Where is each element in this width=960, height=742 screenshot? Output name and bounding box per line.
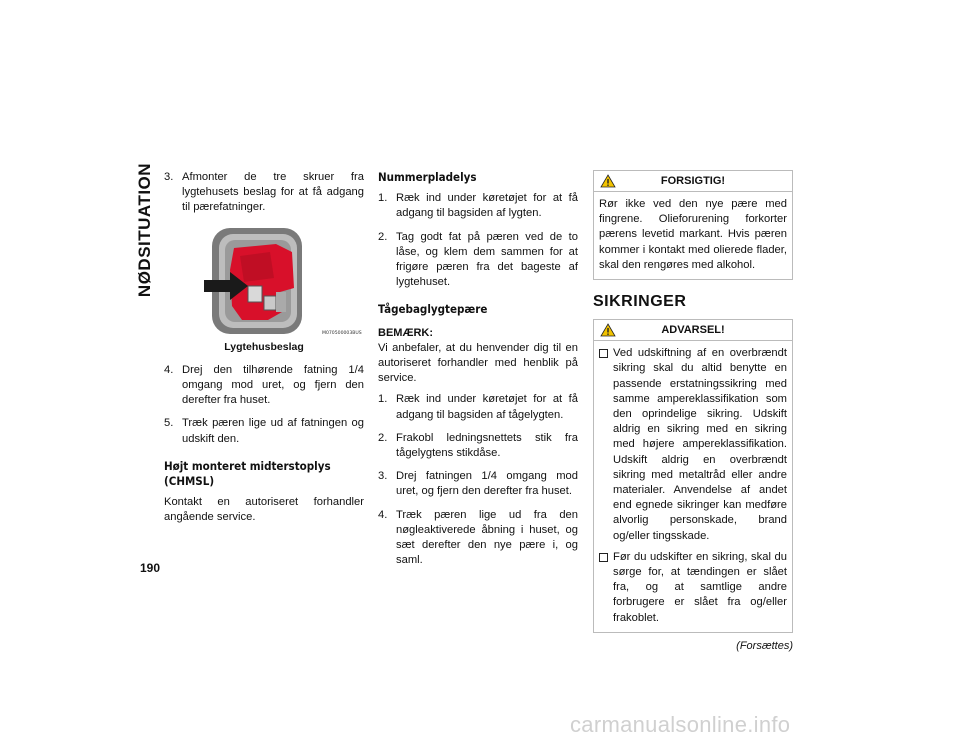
lamp-housing-image xyxy=(164,226,364,338)
warning-box xyxy=(593,319,793,633)
plate-step-2 xyxy=(378,230,578,291)
caution-box xyxy=(593,170,793,280)
bullet-square-icon xyxy=(599,349,608,358)
fog-step-3 xyxy=(378,469,578,499)
fog-step-4 xyxy=(378,508,578,569)
section-sidebar xyxy=(132,162,158,298)
plate-step-1 xyxy=(378,191,578,221)
step-number: 3. xyxy=(164,171,174,183)
step-text: Ræk ind under køretøjet for at få adgang til bagsiden af lygten. xyxy=(396,192,578,220)
warning-title: ADVARSEL! xyxy=(661,324,725,337)
step-number: 1. xyxy=(378,393,388,406)
figure-code: M070500003BUS xyxy=(322,330,362,336)
step-number: 4. xyxy=(164,363,174,376)
warning-icon xyxy=(600,323,616,344)
fog-light-heading: Tågebaglygtepære xyxy=(378,302,488,317)
column-3 xyxy=(593,170,793,654)
bullet-square-icon xyxy=(599,553,608,562)
step-number: 3. xyxy=(378,470,388,483)
step-4 xyxy=(164,363,364,409)
step-text: Drej den tilhørende fatning 1/4 omgang mod uret, og fjern den derefter fra huset. xyxy=(182,363,364,407)
caution-icon xyxy=(600,174,616,195)
caution-header xyxy=(594,171,792,192)
step-number: 4. xyxy=(378,508,388,521)
chmsl-heading: Højt monteret midterstoplys (CHMSL) xyxy=(164,458,331,489)
lamp-housing-illustration xyxy=(164,226,364,338)
step-text: Frakobl ledningsnettets stik fra tågelygtens stikdåse. xyxy=(396,431,578,460)
warning-bullet xyxy=(599,346,787,544)
continued-label: (Forsættes) xyxy=(736,639,793,652)
caution-title: FORSIGTIG! xyxy=(660,175,726,187)
step-text: Drej fatningen 1/4 omgang mod uret, og fjern den derefter fra huset. xyxy=(396,470,578,498)
note-text: Vi anbefaler, at du henvender dig til en autoriseret forhandler med henblik på service. xyxy=(378,341,578,385)
plate-light-heading: Nummerpladelys xyxy=(378,170,477,184)
step-5 xyxy=(164,416,364,446)
step-text: Træk pæren lige ud af fatningen og udskift den. xyxy=(182,417,364,445)
step-number: 5. xyxy=(164,417,174,430)
column-1 xyxy=(164,170,364,532)
step-text: Træk pæren lige ud fra den nøgleaktiverede åbning i huset, og sæt derefter den nye pære i, og saml. xyxy=(396,508,578,567)
fog-step-2 xyxy=(378,431,578,461)
warning-bullet xyxy=(599,550,787,626)
fuses-section-title: SIKRINGER xyxy=(593,293,687,311)
note-title: BEMÆRK: xyxy=(378,326,433,339)
watermark: carmanualsonline.info xyxy=(570,712,791,737)
bullet-text: Før du udskifter en sikring, skal du sørge for, at tændingen er slået fra, og at samtlige andre forbrugere er slået fra og/eller frakoblet. xyxy=(613,550,787,624)
section-title-vertical: NØDSITUATION xyxy=(135,162,154,298)
lamp-housing-figure xyxy=(164,226,364,355)
warning-header xyxy=(594,320,792,341)
step-3 xyxy=(164,170,364,216)
chmsl-text: Kontakt en autoriseret forhandler angående service. xyxy=(164,496,364,524)
step-text: Afmonter de tre skruer fra lygtehusets beslag for at få adgang til pærefatninger. xyxy=(182,171,364,214)
figure-caption: Lygtehusbeslag xyxy=(224,340,304,353)
column-2 xyxy=(378,170,578,576)
step-number: 2. xyxy=(378,431,388,444)
step-number: 1. xyxy=(378,192,388,205)
warning-body xyxy=(594,341,792,632)
step-text: Ræk ind under køretøjet for at få adgang til bagsiden af tågelygten. xyxy=(396,393,578,421)
fog-step-1 xyxy=(378,392,578,422)
bullet-text: Ved udskiftning af en overbrændt sikring skal du altid benytte en passende erstatningssikring med samme ampereklassifikation som den oprindelige sikring. Udskift aldrig en sikring med en sikring med højere ampereklassifikation. Udskift aldrig en overbrændt sikring med metaltråd eller andre materialer. Anvendelse af andet end egnede sikringer kan medføre alvorlig personskade, brand og/eller tingsskade. xyxy=(613,347,787,542)
step-text: Tag godt fat på pæren ved de to låse, og klem dem sammen for at frigøre pæren fra det bageste af lygtehuset. xyxy=(396,230,578,289)
page-number: 190 xyxy=(140,561,161,575)
step-number: 2. xyxy=(378,230,388,243)
caution-text: Rør ikke ved den nye pære med fingrene. Olieforurening forkorter pærens levetid markant. Hvis pæren kommer i kontakt med olierede flader, skal den rengøres med alkohol. xyxy=(599,198,787,271)
